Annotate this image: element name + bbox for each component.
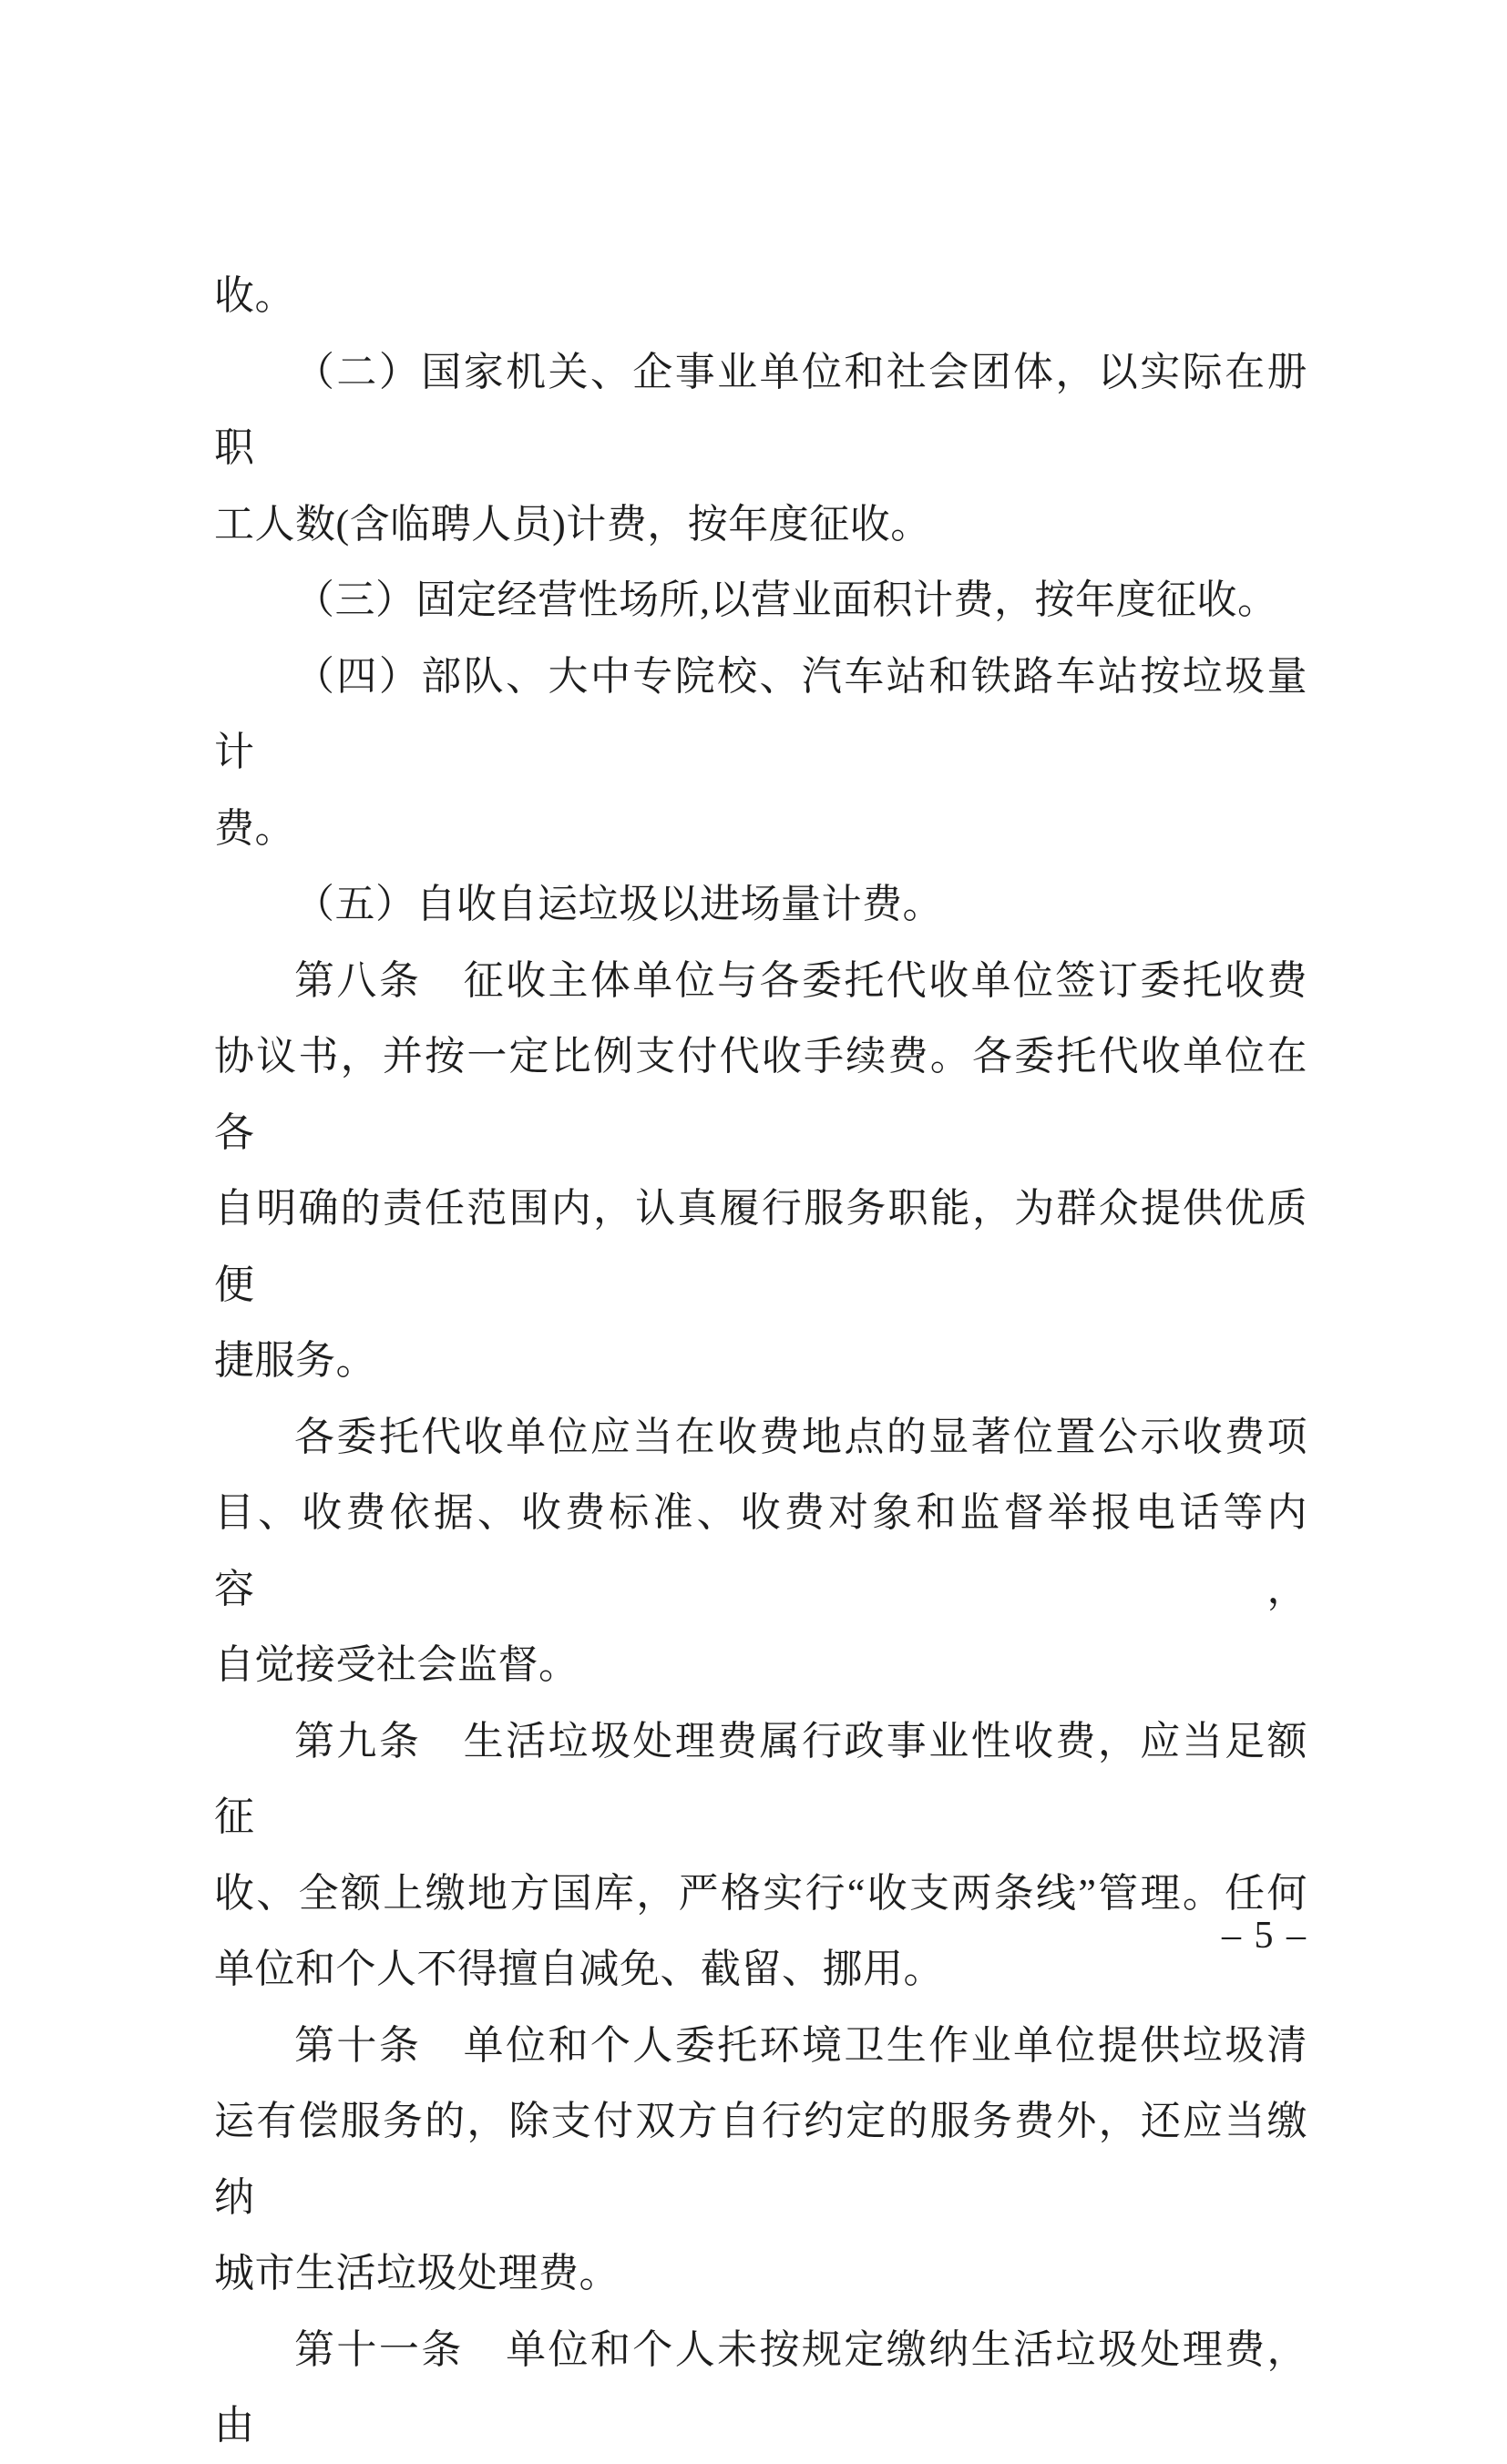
- text-line: （四）部队、大中专院校、汽车站和铁路车站按垃圾量计: [214, 653, 1307, 774]
- text-line: 第八条 征收主体单位与各委托代收单位签订委托收费: [294, 957, 1307, 1003]
- text-line: 运有偿服务的，除支付双方自行约定的服务费外，还应当缴纳: [214, 2099, 1307, 2220]
- text-line: （五）自收自运垃圾以进场量计费。: [294, 882, 943, 926]
- text-line: 协议书，并按一定比例支付代收手续费。各委托代收单位在各: [214, 1034, 1307, 1155]
- text-line: 第十一条 单位和个人未按规定缴纳生活垃圾处理费，由: [214, 2326, 1307, 2448]
- text-line: （三）固定经营性场所,以营业面积计费，按年度征收。: [294, 578, 1278, 622]
- text-line: 收。: [214, 273, 295, 318]
- text-line: 自明确的责任范围内，认真履行服务职能，为群众提供优质便: [214, 1186, 1307, 1307]
- text-line: 捷服务。: [214, 1338, 376, 1383]
- text-line: 工人数(含临聘人员)计费，按年度征收。: [214, 501, 931, 547]
- text-line: 收、全额上缴地方国库，严格实行“收支两条线”管理。任何: [214, 1870, 1307, 1916]
- text-line: 单位和个人不得擅自减免、截留、挪用。: [214, 1947, 944, 1991]
- text-line: 目、收费依据、收费标准、收费对象和监督举报电话等内容，: [214, 1490, 1307, 1611]
- page-number: – 5 –: [1222, 1915, 1307, 1957]
- text-line: 城市生活垃圾处理费。: [214, 2251, 620, 2295]
- text-line: 第九条 生活垃圾处理费属行政事业性收费，应当足额征: [214, 1718, 1307, 1839]
- text-line: 各委托代收单位应当在收费地点的显著位置公示收费项: [294, 1414, 1307, 1459]
- text-line: 第十条 单位和个人委托环境卫生作业单位提供垃圾清: [294, 2022, 1307, 2068]
- body-text: [214, 258, 1307, 2464]
- text-line: 费。: [214, 805, 295, 851]
- text-line: 自觉接受社会监督。: [214, 1642, 579, 1687]
- text-line: （二）国家机关、企事业单位和社会团体，以实际在册职: [214, 349, 1307, 470]
